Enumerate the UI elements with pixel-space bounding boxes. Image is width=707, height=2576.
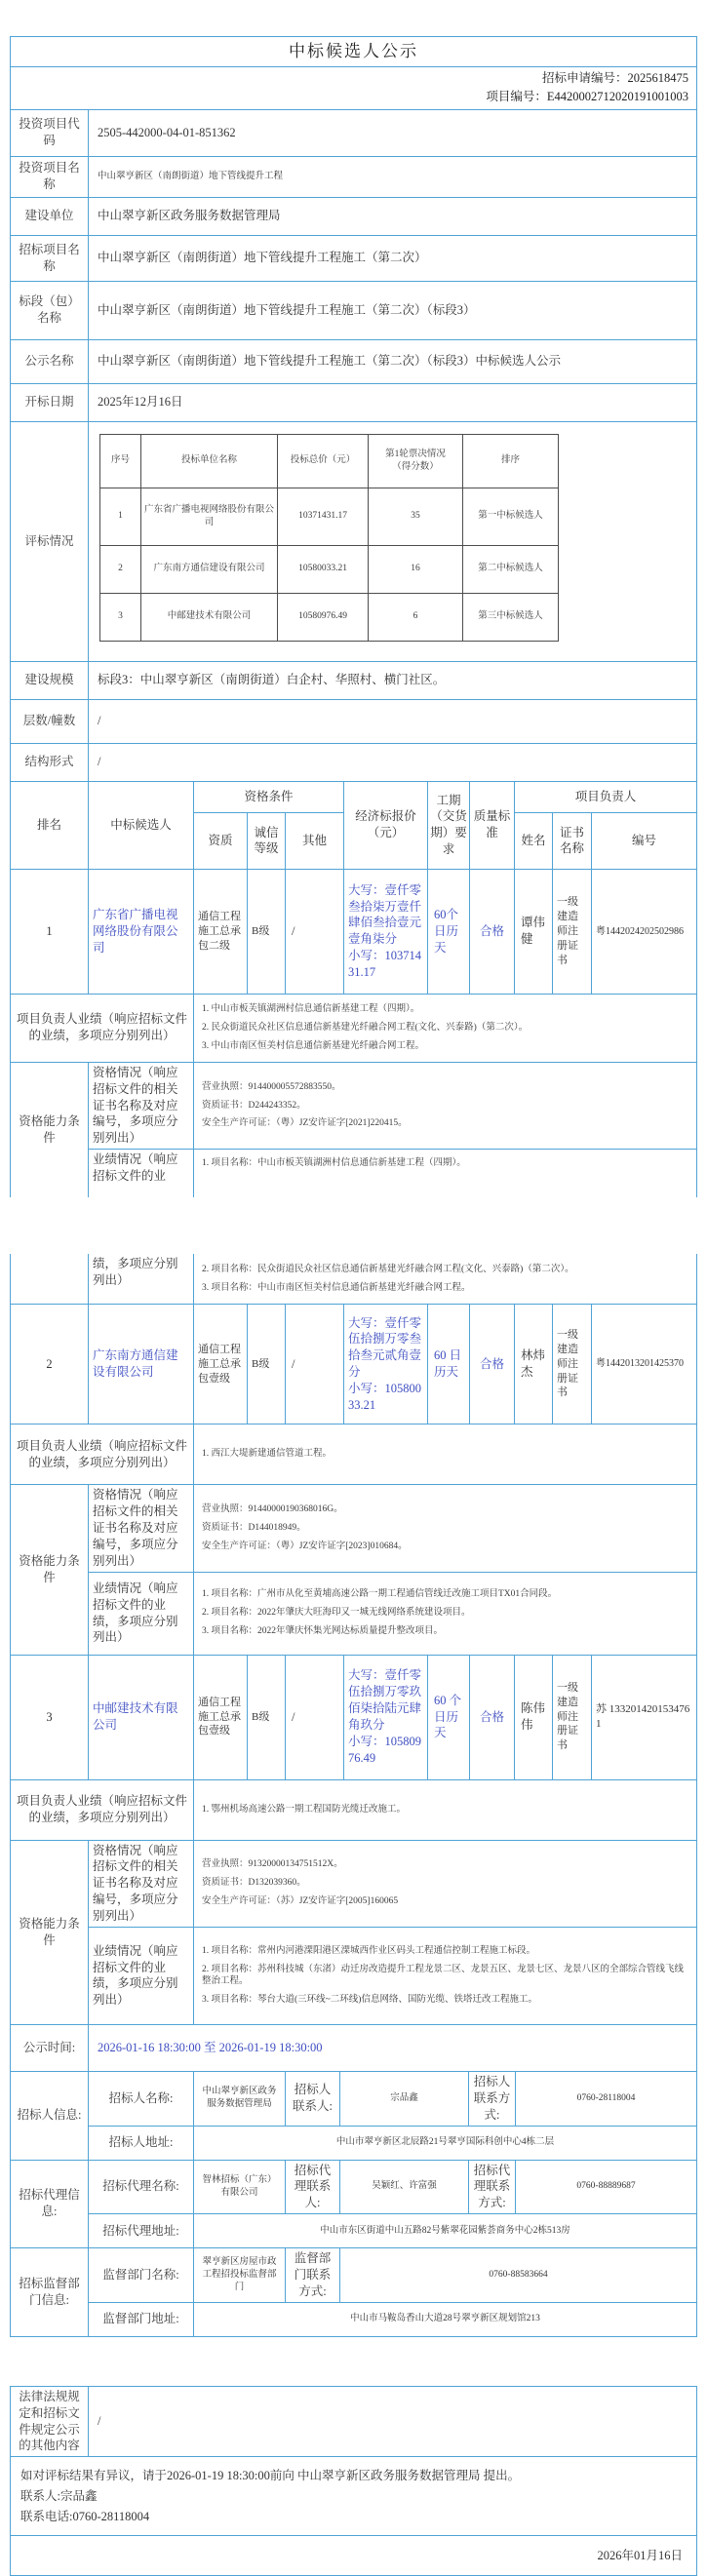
qual-cert-label: 资格情况（响应招标文件的相关证书名称及对应编号，多项应分别列出） [89,1840,194,1927]
company-performance-content-part1 [194,1150,697,1198]
candidate-duration: 60 日历天 [428,1305,470,1425]
legal-value: / [89,2386,697,2457]
performance-item: 2. 项目名称：2022年肇庆大旺海印又一城无线网络系统建设项目。 [202,1608,471,1619]
candidate-row-3 [11,1655,697,1779]
candidate-duration: 60个日历天 [428,869,470,994]
company-performance-label: 业绩情况（响应招标文件的业绩，多项应分别列出） [89,1927,194,2024]
agency-phone: 0760-88889687 [516,2160,697,2214]
eval-header-no: 序号 [100,434,141,488]
manager-performance-label: 项目负责人业绩（响应招标文件的业绩，多项应分别列出） [11,1779,194,1840]
price-number: 小写：10371431.17 [348,949,422,979]
tenderer-phone: 0760-28118004 [516,2071,697,2126]
tenderer-person: 宗品鑫 [340,2071,469,2126]
structure-label: 结构形式 [11,743,89,781]
manager-performance-label: 项目负责人业绩（响应招标文件的业绩，多项应分别列出） [11,994,194,1062]
manager-performance-row-2 [11,1425,697,1485]
manager-performance-row-3 [11,1779,697,1840]
qual-cert-label: 资格情况（响应招标文件的相关证书名称及对应编号，多项应分别列出） [89,1485,194,1572]
eval-row [100,488,559,545]
candidate-price [344,869,428,994]
section-name: 中山翠亨新区（南朗街道）地下管线提升工程施工（第二次）（标段3） [89,281,697,339]
publicity-table [10,2024,697,2072]
eval-price: 10580033.21 [278,545,369,593]
legal-table [10,2386,697,2458]
evaluation-table-wrap [10,421,697,662]
candidate-rank: 1 [11,869,89,994]
performance-item: 1. 项目名称：广州市从化至黄埔高速公路一期工程通信管线迁改施工项目TX01合同段。 [202,1589,558,1600]
publicity-period: 2026-01-16 18:30:00 至 2026-01-19 18:30:00 [89,2024,697,2071]
price-number: 小写：10580033.21 [348,1382,422,1412]
performance-item: 2. 民众街道民众社区信息通信新基建光纤融合网工程(文化、兴泰路)（第二次）。 [202,1022,529,1033]
ability-cert-row-1 [11,1062,697,1149]
eval-header-bidder: 投标单位名称 [141,434,278,488]
manager-performance-content [194,1779,697,1840]
investment-code: 2505-442000-04-01-851362 [89,109,697,156]
info-label: 开标日期 [11,383,89,421]
supervisor-address-row [11,2302,697,2336]
eval-header-rank: 排序 [463,434,559,488]
eval-header-score: 第1轮票决情况 （得分数） [369,434,463,488]
manager-cert-no: 苏 1332014201534761 [592,1655,697,1779]
qual-cert-label: 资格情况（响应招标文件的相关证书名称及对应编号，多项应分别列出） [89,1062,194,1149]
candidate-other: / [286,869,344,994]
announcement-date: 2026年01月16日 [11,2536,697,2576]
cert-item: 营业执照：91320000134751512X。 [202,1859,343,1870]
supervisor-name-label: 监督部门名称: [89,2248,194,2303]
contacts-table [10,2071,697,2337]
col-candidate: 中标候选人 [89,781,194,869]
page-break-2 [0,2337,707,2386]
cert-item: 资质证书：D244243352。 [202,1100,306,1111]
supervisor-phone-label: 监督部门联系方式: [286,2248,340,2303]
performance-item: 3. 中山市南区恒美村信息通信新基建光纤融合网工程。 [202,1040,425,1051]
page-break-1 [0,1197,707,1254]
performance-item: 1. 西江大堤新建通信管道工程。 [202,1449,333,1460]
tenderer-address: 中山市翠亨新区北辰路21号翠亨国际科创中心4栋二层 [194,2126,697,2160]
company-performance-row-1-part1 [11,1150,697,1198]
col-qualification-group: 资格条件 [194,781,344,812]
candidate-quality: 合格 [470,869,515,994]
info-label: 标段（包）名称 [11,281,89,339]
info-label: 投资项目名称 [11,156,89,197]
tenderer-person-label: 招标人联系人: [286,2071,340,2126]
eval-score: 6 [369,593,463,641]
tenderer-phone-label: 招标人联系方式: [469,2071,516,2126]
objection-notice [11,2457,697,2536]
eval-rank: 第二中标候选人 [463,545,559,593]
price-capitals: 大写：壹仟零伍拾捌万零叁拾叁元贰角壹分 [348,1315,422,1380]
supervisor-address: 中山市马鞍岛香山大道28号翠亨新区规划馆213 [194,2302,697,2336]
bid-opening-date: 2025年12月16日 [89,383,697,421]
qual-cert-content [194,1062,697,1149]
ability-cert-row-2 [11,1485,697,1572]
eval-rank: 第三中标候选人 [463,593,559,641]
company-performance-row-3 [11,1927,697,2024]
tenderer-group-label: 招标人信息: [11,2071,89,2160]
investment-name: 中山翠亨新区（南朗街道）地下管线提升工程 [89,156,697,197]
cert-item: 资质证书：D144018949。 [202,1522,306,1533]
floors-label: 层数/幢数 [11,699,89,743]
page-2 [10,1254,697,2337]
page-title: 中标候选人公示 [11,37,697,67]
cert-item: 营业执照：91440000190368016G。 [202,1504,343,1515]
manager-cert: 一级建造师注册证书 [553,869,592,994]
candidates-header-row-1 [11,781,697,812]
company-performance-row-2 [11,1572,697,1655]
candidate-row-1 [11,869,697,994]
qual-cert-content [194,1840,697,1927]
agency-person-label: 招标代理联系人: [286,2160,340,2214]
candidate-name: 中邮建技术有限公司 [89,1655,194,1779]
info-label: 建设单位 [11,197,89,235]
eval-no: 2 [100,545,141,593]
objection-table [10,2456,697,2536]
eval-header-price: 投标总价（元） [278,434,369,488]
agency-name-label: 招标代理名称: [89,2160,194,2214]
page-3 [10,2386,697,2576]
info-label: 招标项目名称 [11,235,89,281]
supervisor-phone: 0760-88583664 [340,2248,697,2303]
ability-label: 资格能力条件 [11,1840,89,2024]
agency-row [11,2160,697,2214]
col-credit: 诚信等级 [248,813,286,870]
col-cert-name: 证书名称 [553,813,592,870]
price-number: 小写：10580976.49 [348,1734,422,1765]
candidate-qualification: 通信工程施工总承包壹级 [194,1305,248,1425]
company-performance-row-1-part2 [11,1254,697,1305]
eval-bidder: 中邮建技术有限公司 [141,593,278,641]
performance-item: 3. 项目名称：2022年肇庆怀集光网达标质量提升整改项目。 [202,1625,444,1636]
supervisor-name: 翠亨新区房屋市政工程招投标监督部门 [194,2248,286,2303]
manager-name: 林炜杰 [515,1305,553,1425]
col-duration: 工期（交货期）要求 [428,781,470,869]
eval-no: 1 [100,488,141,545]
candidates-table-page1 [10,781,697,1197]
manager-performance-content [194,994,697,1062]
candidate-other: / [286,1655,344,1779]
candidate-price [344,1305,428,1425]
tenderer-name-label: 招标人名称: [89,2071,194,2126]
manager-performance-row-1 [11,994,697,1062]
performance-item: 2. 项目名称：民众街道民众社区信息通信新基建光纤融合网工程(文化、兴泰路)（第二次）。 [202,1264,574,1274]
manager-cert-no: 粤1442013201425370 [592,1305,697,1425]
structure-value: / [89,743,697,781]
candidates-table-page2 [10,1254,697,2025]
agency-addr-label: 招标代理地址: [89,2214,194,2248]
cert-item: 营业执照：914400005572883550。 [202,1081,341,1092]
manager-cert-no: 粤1442024202502986 [592,869,697,994]
eval-row [100,545,559,593]
agency-name: 智林招标（广东）有限公司 [194,2160,286,2214]
eval-bidder: 广东南方通信建设有限公司 [141,545,278,593]
performance-item: 1. 鄂州机场高速公路一期工程国防光缆迁改施工。 [202,1804,407,1815]
manager-name: 谭伟健 [515,869,553,994]
col-quality: 质量标准 [470,781,515,869]
eval-score: 16 [369,545,463,593]
candidate-credit: B级 [248,869,286,994]
scale-table [10,661,697,782]
performance-item: 1. 中山市板芙镇湖洲村信息通信新基建工程（四期）。 [202,1004,420,1015]
ability-cert-row-3 [11,1840,697,1927]
info-label: 公示名称 [11,339,89,383]
candidate-row-2 [11,1305,697,1425]
eval-rank: 第一中标候选人 [463,488,559,545]
objection-line: 如对评标结果有异议，请于2026-01-19 18:30:00前向 中山翠亨新区政务服务数据管理局 提出。 [20,2469,521,2483]
scale-label: 建设规模 [11,661,89,699]
agency-group-label: 招标代理信息: [11,2160,89,2248]
eval-score: 35 [369,488,463,545]
ability-label: 资格能力条件 [11,1485,89,1655]
candidate-name: 广东南方通信建设有限公司 [89,1305,194,1425]
col-cert-no: 编号 [592,813,697,870]
company-performance-label-part1: 业绩情况（响应招标文件的业 [89,1150,194,1198]
manager-cert: 一级建造师注册证书 [553,1655,592,1779]
col-manager-name: 姓名 [515,813,553,870]
ability-label-continuation [11,1254,89,1305]
candidate-duration: 60 个日历天 [428,1655,470,1779]
evaluation-inner-table [99,434,559,642]
company-performance-label-part2: 绩，多项应分别列出） [89,1254,194,1305]
candidate-credit: B级 [248,1305,286,1425]
header-numbers [11,67,697,110]
manager-performance-content [194,1425,697,1485]
company-performance-content [194,1927,697,2024]
candidate-other: / [286,1305,344,1425]
agency-person: 吴颖红、许富强 [340,2160,469,2214]
tender-project-name: 中山翠亨新区（南朗街道）地下管线提升工程施工（第二次） [89,235,697,281]
candidate-quality: 合格 [470,1655,515,1779]
cert-item: 安全生产许可证：（粤）JZ安许证字[2021]220415。 [202,1118,408,1129]
performance-item: 3. 项目名称：中山市南区恒美村信息通信新基建光纤融合网工程。 [202,1282,471,1293]
agency-phone-label: 招标代理联系方式: [469,2160,516,2214]
candidate-qualification: 通信工程施工总承包二级 [194,869,248,994]
announcement-name: 中山翠亨新区（南朗街道）地下管线提升工程施工（第二次）（标段3）中标候选人公示 [89,339,697,383]
candidate-quality: 合格 [470,1305,515,1425]
apply-number: 招标申请编号：2025618475 [541,71,688,85]
tenderer-address-row [11,2126,697,2160]
cert-item: 安全生产许可证：（苏）JZ安许证字[2005]160065 [202,1896,399,1907]
cert-item: 资质证书：D132039360。 [202,1878,306,1889]
candidate-qualification: 通信工程施工总承包壹级 [194,1655,248,1779]
candidate-credit: B级 [248,1655,286,1779]
tenderer-addr-label: 招标人地址: [89,2126,194,2160]
info-label: 投资项目代码 [11,109,89,156]
supervisor-row [11,2248,697,2303]
col-manager-group: 项目负责人 [515,781,697,812]
eval-price: 10580976.49 [278,593,369,641]
ability-label: 资格能力条件 [11,1062,89,1197]
header-numbers-table [10,66,697,110]
manager-performance-label: 项目负责人业绩（响应招标文件的业绩，多项应分别列出） [11,1425,194,1485]
col-qual: 资质 [194,813,248,870]
candidate-rank: 3 [11,1655,89,1779]
eval-price: 10371431.17 [278,488,369,545]
legal-label: 法律法规规定和招标文件规定公示的其他内容 [11,2386,89,2457]
col-rank: 排名 [11,781,89,869]
eval-bidder: 广东省广播电视网络股份有限公司 [141,488,278,545]
candidate-price [344,1655,428,1779]
performance-item: 1. 项目名称：常州内河港溧阳港区溧城西作业区码头工程通信控制工程施工标段。 [202,1945,536,1956]
performance-item: 1. 项目名称：中山市板芙镇湖洲村信息通信新基建工程（四期）。 [202,1158,466,1169]
agency-address: 中山市东区街道中山五路82号紫翠花园紫荟商务中心2栋513房 [194,2214,697,2248]
date-table [10,2535,697,2576]
supervisor-group-label: 招标监督部门信息: [11,2248,89,2337]
publicity-label: 公示时间: [11,2024,89,2071]
project-number: 项目编号：E4420002712020191001003 [486,90,688,104]
manager-name: 陈伟伟 [515,1655,553,1779]
company-performance-content-part2 [194,1254,697,1305]
tenderer-row [11,2071,697,2126]
company-performance-content [194,1572,697,1655]
price-capitals: 大写：壹仟零伍拾捌万零玖佰柒拾陆元肆角玖分 [348,1668,422,1732]
supervisor-addr-label: 监督部门地址: [89,2302,194,2336]
evaluation-label: 评标情况 [11,421,89,661]
tenderer-name: 中山翠亨新区政务服务数据管理局 [194,2071,286,2126]
objection-contact: 联系人:宗品鑫 [20,2488,98,2503]
scale-value: 标段3：中山翠亨新区（南朗街道）白企村、华照村、横门社区。 [89,661,697,699]
floors-value: / [89,699,697,743]
cert-item: 安全生产许可证：（粤）JZ安许证字[2023]010684。 [202,1541,408,1551]
objection-phone: 联系电话:0760-28118004 [20,2509,150,2523]
performance-item: 2. 项目名称：苏州科技城（东渚）动迁房改造提升工程龙景二区、龙景五区、龙景七区、龙景八区的全部综合管线飞线整治工程。 [202,1964,685,1987]
performance-item: 3. 项目名称：琴台大道(三环线~二环线)信息网络、国防光缆、铁塔迁改工程施工。 [202,1995,537,2006]
page-1 [10,36,697,1197]
company-performance-label: 业绩情况（响应招标文件的业绩，多项应分别列出） [89,1572,194,1655]
candidate-name: 广东省广播电视网络股份有限公司 [89,869,194,994]
agency-address-row [11,2214,697,2248]
qual-cert-content [194,1485,697,1572]
construction-unit: 中山翠亨新区政务服务数据管理局 [89,197,697,235]
eval-no: 3 [100,593,141,641]
col-other: 其他 [286,813,344,870]
eval-row [100,593,559,641]
col-price: 经济标报价（元） [344,781,428,869]
title-table [10,36,697,67]
price-capitals: 大写：壹仟零叁拾柒万壹仟肆佰叁拾壹元壹角柒分 [348,882,422,947]
manager-cert: 一级建造师注册证书 [553,1305,592,1425]
candidate-rank: 2 [11,1305,89,1425]
info-table [10,109,697,422]
